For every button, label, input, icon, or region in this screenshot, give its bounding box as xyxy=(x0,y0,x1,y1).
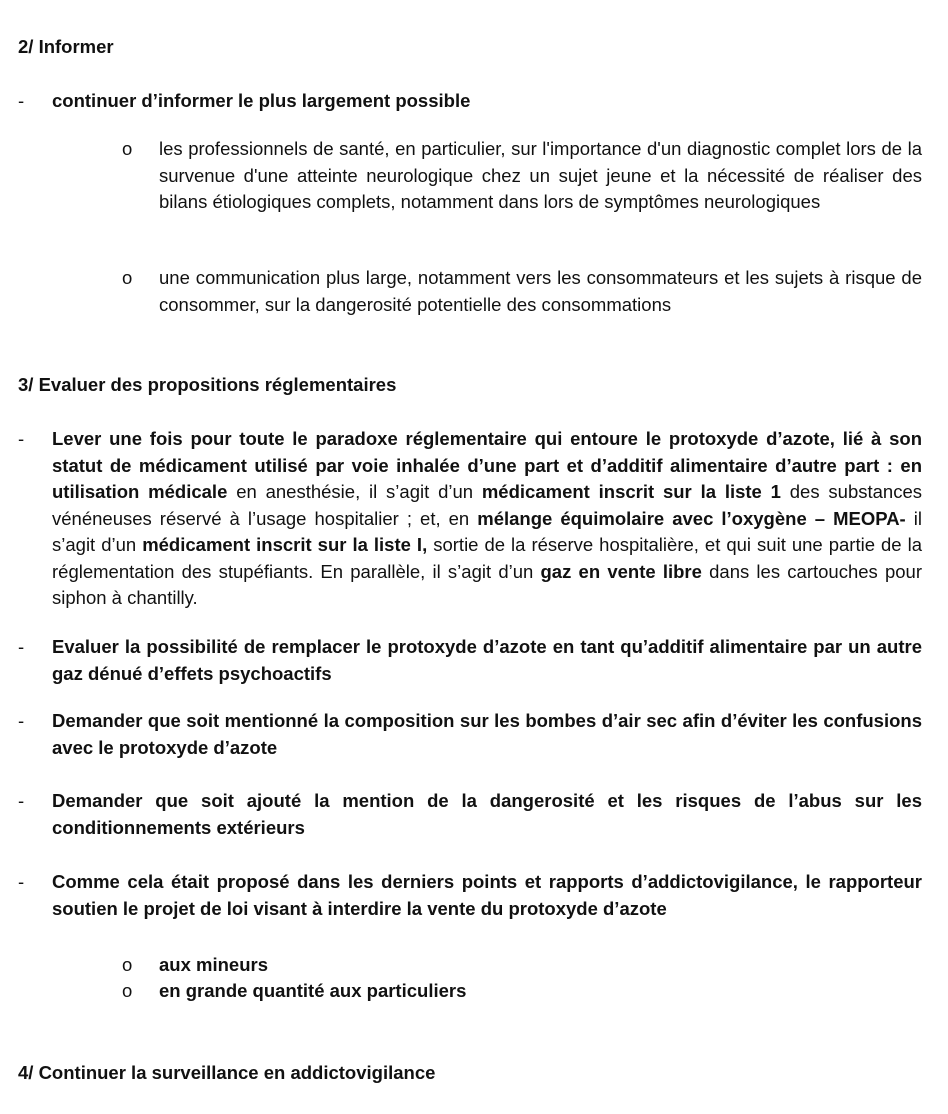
section-3-item-3 xyxy=(18,708,922,761)
section-3-item-2 xyxy=(18,634,922,687)
section-3-item-5-text: Comme cela était proposé dans les derniers points et rapports d’addictovigilance, le rapporteur soutien le projet de loi visant à interdire la vente du protoxyde d’azote xyxy=(52,871,922,919)
section-3-subitem-1-text: aux mineurs xyxy=(159,954,268,975)
section-4-heading: 4/ Continuer la surveillance en addictovigilance xyxy=(18,1062,436,1083)
section-2-item-1 xyxy=(18,88,922,115)
section-3-item-4-text: Demander que soit ajouté la mention de la dangerosité et les risques de l’abus sur les conditionnements extérieurs xyxy=(52,790,922,838)
section-3-item-1 xyxy=(18,426,922,612)
section-3-subitem-1 xyxy=(122,952,922,979)
section-2-subitem-2-text: une communication plus large, notamment vers les consommateurs et les sujets à risque de consommer, sur la dangerosité potentielle des consommations xyxy=(159,267,922,315)
dash-bullet: - xyxy=(18,636,25,657)
section-3-subitem-2 xyxy=(122,978,922,1005)
circle-bullet: o xyxy=(122,980,133,1001)
section-3-item-5 xyxy=(18,869,922,922)
section-3-item-4 xyxy=(18,788,922,841)
section-2-subitem-2 xyxy=(122,265,922,318)
circle-bullet: o xyxy=(122,954,133,975)
section-3-item-3-text: Demander que soit mentionné la composition sur les bombes d’air sec afin d’éviter les confusions avec le protoxyde d’azote xyxy=(52,710,922,758)
section-2-subitem-1-text: les professionnels de santé, en particulier, sur l'importance d'un diagnostic complet lors de la survenue d'une atteinte neurologique chez un sujet jeune et la nécessité de réaliser des bilans étiologiques complets, notamment dans lors de symptômes neurologiques xyxy=(159,138,922,212)
section-3-item-1-text: Lever une fois pour toute le paradoxe réglementaire qui entoure le protoxyde d’azote, lié à son statut de médicament utilisé par voie inhalée d’une part et d’additif alimentaire d’autre part : en utilisation médicale en anesthésie, il s’agit d’un médicament inscrit sur la liste 1 des substances vénéneuses réservé à l’usage hospitalier ; et, en mélange équimolaire avec l’oxygène – MEOPA- il s’agit d’un médicament inscrit sur la liste I, sortie de la réserve hospitalière, et qui suit une partie de la réglementation des stupéfiants. En parallèle, il s’agit d’un gaz en vente libre dans les cartouches pour siphon à chantilly. xyxy=(52,428,922,608)
dash-bullet: - xyxy=(18,710,25,731)
section-2-item-1-text: continuer d’informer le plus largement possible xyxy=(52,90,471,111)
section-3-subitem-2-text: en grande quantité aux particuliers xyxy=(159,980,467,1001)
circle-bullet: o xyxy=(122,267,133,288)
section-3-item-2-text: Evaluer la possibilité de remplacer le protoxyde d’azote en tant qu’additif alimentaire par un autre gaz dénué d’effets psychoactifs xyxy=(52,636,922,684)
dash-bullet: - xyxy=(18,790,25,811)
section-3-heading: 3/ Evaluer des propositions réglementaires xyxy=(18,374,397,395)
section-2-subitem-1 xyxy=(122,136,922,216)
dash-bullet: - xyxy=(18,871,25,892)
dash-bullet: - xyxy=(18,428,25,449)
section-2-heading: 2/ Informer xyxy=(18,36,114,57)
circle-bullet: o xyxy=(122,138,133,159)
dash-bullet: - xyxy=(18,90,25,111)
